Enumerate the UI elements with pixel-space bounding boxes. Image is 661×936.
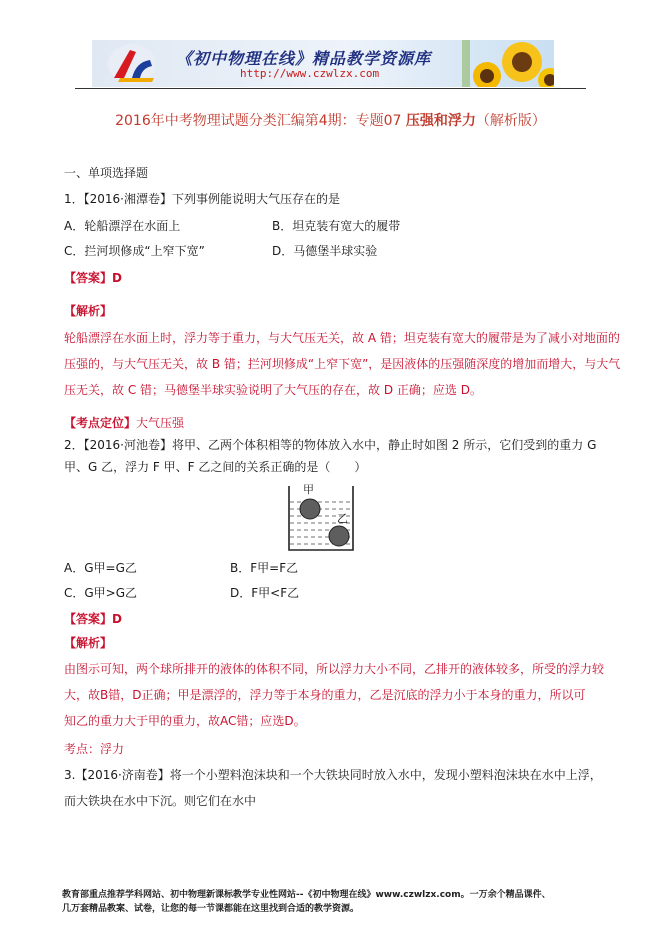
q1-analysis-line: 压无关，故 C 错；马德堡半球实验说明了大气压的存在，故 D 正确；应选 D。 — [64, 383, 482, 397]
q1-option-a: A．轮船漂浮在水面上 — [64, 219, 181, 233]
q2-analysis-line: 大，故B错，D正确；甲是漂浮的，浮力等于本身的重力，乙是沉底的浮力小于本身的重力，所以可 — [64, 688, 586, 702]
q2-stem-line2: 甲、G 乙，浮力 F 甲、F 乙之间的关系正确的是（ ） — [64, 460, 367, 474]
document-title-bold: 压强和浮力 — [405, 113, 476, 129]
q2-option-b: B．F甲=F乙 — [230, 561, 299, 575]
q1-answer: 【答案】D — [64, 271, 122, 285]
q1-analysis — [64, 325, 620, 403]
header-divider — [75, 88, 586, 89]
footer-line: 几万套精品教案、试卷，让您的每一节课都能在这里找到合适的教学资源。 — [62, 904, 360, 914]
q1-topic-label: 【考点定位】 — [64, 416, 137, 430]
ball-yi — [329, 526, 349, 546]
q2-analysis — [64, 656, 604, 734]
q1-analysis-line: 轮船漂浮在水面上时，浮力等于重力，与大气压无关，故 A 错；坦克装有宽大的履带是为了减小对地面的 — [64, 331, 620, 345]
q1-option-b: B．坦克装有宽大的履带 — [272, 219, 401, 233]
sunflower-decoration-icon — [462, 40, 554, 87]
q3-stem-line1: 3.【2016·济南卷】将一个小塑料泡沫块和一个大铁块同时放入水中，发现小塑料泡沫块在水中上浮， — [64, 768, 602, 782]
q1-analysis-line: 压强的，与大气压无关，故 B 错；拦河坝修成“上窄下宽”，是因液体的压强随深度的增加而增大，与大气 — [64, 357, 621, 371]
q2-option-a: A．G甲=G乙 — [64, 561, 137, 575]
footer-line: 教育部重点推荐学科网站、初中物理新课标教学专业性网站--《初中物理在线》www.czwlzx.com。一万余个精品课件、 — [62, 890, 551, 900]
q1-topic-value: 大气压强 — [136, 416, 185, 430]
q1-analysis-label: 【解析】 — [64, 304, 113, 318]
figure-label-yi: 乙 — [337, 512, 348, 525]
document-title — [0, 110, 661, 130]
q1-option-d: D．马德堡半球实验 — [272, 244, 378, 258]
document-title-suffix: （解析版） — [475, 113, 546, 129]
q2-option-c: C．G甲>G乙 — [64, 586, 138, 600]
page-footer — [62, 888, 551, 916]
q3-stem-line2: 而大铁块在水中下沉。则它们在水中 — [64, 794, 257, 808]
q1-stem: 1．【2016·湘潭卷】下列事例能说明大气压存在的是 — [64, 192, 340, 206]
q1-topic — [64, 416, 184, 430]
document-title-main: 2016年中考物理试题分类汇编第4期：专题07 — [115, 113, 402, 129]
ball-jia — [300, 499, 320, 519]
q2-analysis-line: 知乙的重力大于甲的重力，故AC错；应选D。 — [64, 714, 306, 728]
q2-analysis-line: 由图示可知，两个球所排开的液体的体积不同，所以浮力大小不同，乙排开的液体较多，所受的浮力较 — [64, 662, 605, 676]
site-logo-icon — [108, 44, 156, 84]
q2-answer: 【答案】D — [64, 612, 122, 626]
header-banner — [92, 40, 554, 87]
q1-option-c: C．拦河坝修成“上窄下宽” — [64, 244, 205, 258]
q2-topic: 考点：浮力 — [64, 742, 125, 756]
q2-analysis-label: 【解析】 — [64, 636, 113, 650]
banner-url[interactable]: http://www.czwlzx.com — [240, 67, 380, 80]
q2-stem-line1: 2．【2016·河池卷】将甲、乙两个体积相等的物体放入水中，静止时如图 2 所示，它们受到的重力 G — [64, 438, 597, 452]
figure-label-jia: 甲 — [303, 483, 314, 496]
banner-title: 《初中物理在线》精品教学资源库 — [176, 49, 432, 68]
section-heading: 一、单项选择题 — [64, 166, 149, 180]
q2-option-d: D．F甲<F乙 — [230, 586, 300, 600]
